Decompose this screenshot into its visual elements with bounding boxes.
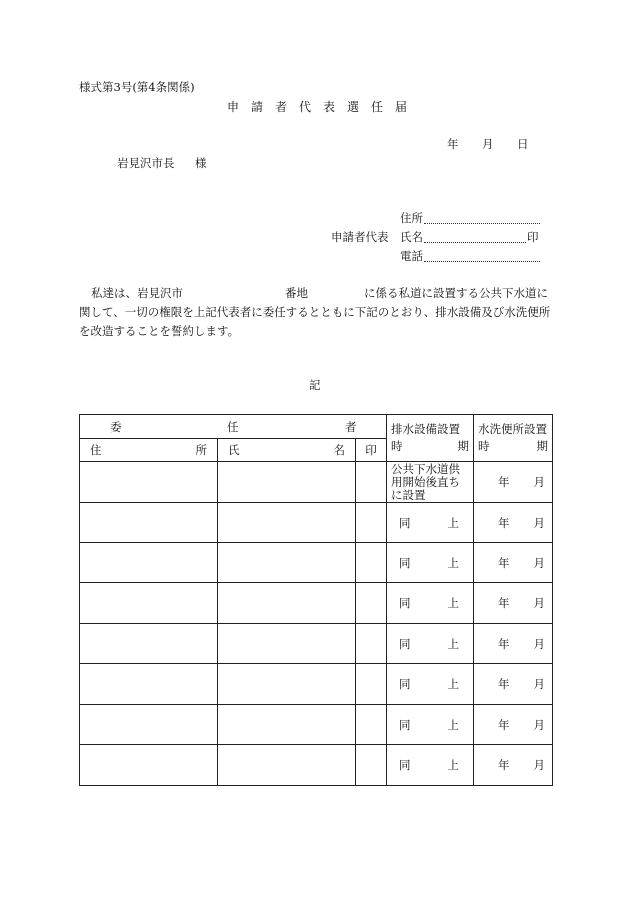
table-row xyxy=(80,664,553,705)
addressee-honorific: 様 xyxy=(195,156,207,170)
drain-timing-header-line1: 排水設備設置 xyxy=(391,422,461,436)
toilet-timing-cell[interactable] xyxy=(474,503,553,543)
page-title: 申 請 者 代 表 選 任 届 xyxy=(227,100,408,114)
toilet-year-label: 年 xyxy=(498,636,510,651)
toilet-year-label: 年 xyxy=(498,475,510,489)
toilet-timing-header-ki: 期 xyxy=(536,439,549,453)
toilet-month-label: 月 xyxy=(533,677,546,691)
toilet-timing-cell[interactable] xyxy=(474,745,553,786)
toilet-timing-cell[interactable] xyxy=(474,462,553,503)
toilet-month-label: 月 xyxy=(533,515,546,530)
toilet-timing-cell[interactable] xyxy=(474,624,553,664)
toilet-timing-header xyxy=(474,415,553,462)
drain-timing-cell xyxy=(387,664,474,705)
address-header-char2: 所 xyxy=(195,443,207,457)
date-year-label: 年 xyxy=(447,137,459,151)
seal-cell[interactable] xyxy=(356,745,387,786)
address-cell[interactable] xyxy=(80,503,218,543)
date-month-label: 月 xyxy=(482,137,494,151)
ki-heading: 記 xyxy=(309,378,321,392)
name-cell[interactable] xyxy=(218,583,356,624)
toilet-timing-cell[interactable] xyxy=(474,705,553,745)
same-as-above-char2: 上 xyxy=(447,677,460,691)
seal-cell[interactable] xyxy=(356,462,387,503)
body-text-part3: に係る私道に設置する公共下水道に xyxy=(364,286,548,300)
name-column-header xyxy=(218,439,356,462)
applicant-role-label: 申請者代表 xyxy=(331,230,389,244)
addressee-mayor: 岩見沢市長 xyxy=(117,156,175,170)
seal-column-header: 印 xyxy=(356,439,387,462)
toilet-year-label: 年 xyxy=(498,555,510,570)
toilet-month-label: 月 xyxy=(533,555,546,570)
name-header-char1: 氏 xyxy=(228,443,240,457)
toilet-year-label: 年 xyxy=(498,515,510,530)
address-cell[interactable] xyxy=(80,705,218,745)
name-cell[interactable] xyxy=(218,503,356,543)
body-text-part2: 番地 xyxy=(285,286,308,300)
address-cell[interactable] xyxy=(80,543,218,583)
seal-cell[interactable] xyxy=(356,664,387,705)
same-as-above-char1: 同 xyxy=(399,555,411,570)
toilet-month-label: 月 xyxy=(533,758,546,772)
drain-timing-cell xyxy=(387,503,474,543)
drain-timing-header xyxy=(387,415,474,462)
name-cell[interactable] xyxy=(218,624,356,664)
seal-cell[interactable] xyxy=(356,503,387,543)
applicant-name-field[interactable] xyxy=(424,231,526,243)
delegate-header-char3: 者 xyxy=(345,419,357,434)
toilet-timing-cell[interactable] xyxy=(474,664,553,705)
same-as-above-char1: 同 xyxy=(399,717,411,732)
seal-cell[interactable] xyxy=(356,583,387,624)
address-column-header xyxy=(80,439,218,462)
applicant-address-field[interactable] xyxy=(424,212,540,224)
drain-timing-cell xyxy=(387,705,474,745)
same-as-above-char2: 上 xyxy=(447,636,460,651)
same-as-above-char1: 同 xyxy=(399,758,411,772)
table-row xyxy=(80,624,553,664)
drain-timing-text-line1: 公共下水道供 xyxy=(391,461,461,476)
same-as-above-char2: 上 xyxy=(447,596,460,610)
table-row xyxy=(80,503,553,543)
drain-timing-cell xyxy=(387,462,474,503)
drain-timing-cell xyxy=(387,624,474,664)
drain-timing-cell xyxy=(387,583,474,624)
applicant-seal-mark: 印 xyxy=(527,230,539,244)
date-day-label: 日 xyxy=(517,137,529,151)
delegate-header-char1: 委 xyxy=(110,419,122,434)
seal-cell[interactable] xyxy=(356,543,387,583)
delegate-header-char2: 任 xyxy=(227,419,239,434)
seal-cell[interactable] xyxy=(356,624,387,664)
drain-timing-header-ji: 時 xyxy=(391,439,403,453)
same-as-above-char2: 上 xyxy=(447,758,460,772)
toilet-month-label: 月 xyxy=(533,717,546,732)
same-as-above-char2: 上 xyxy=(447,717,460,732)
toilet-timing-cell[interactable] xyxy=(474,543,553,583)
address-cell[interactable] xyxy=(80,462,218,503)
toilet-month-label: 月 xyxy=(533,596,546,610)
name-cell[interactable] xyxy=(218,705,356,745)
address-cell[interactable] xyxy=(80,664,218,705)
drain-timing-text-line2: 用開始後直ち xyxy=(391,474,461,489)
table-row xyxy=(80,462,553,503)
same-as-above-char1: 同 xyxy=(399,677,411,691)
drain-timing-cell xyxy=(387,543,474,583)
toilet-month-label: 月 xyxy=(533,636,546,651)
name-cell[interactable] xyxy=(218,462,356,503)
applicant-name-label: 氏名 xyxy=(400,230,423,244)
toilet-year-label: 年 xyxy=(498,758,510,772)
toilet-timing-header-ji: 時 xyxy=(478,439,490,453)
toilet-timing-header-line1: 水洗便所設置 xyxy=(478,422,548,436)
address-header-char1: 住 xyxy=(90,443,102,457)
delegate-header xyxy=(80,415,387,439)
toilet-year-label: 年 xyxy=(498,677,510,691)
toilet-month-label: 月 xyxy=(533,475,546,489)
body-text-part1: 私達は、岩見沢市 xyxy=(91,286,183,300)
same-as-above-char2: 上 xyxy=(447,555,460,570)
body-text-line2: 関して、一切の権限を上記代表者に委任するとともに下記のとおり、排水設備及び水洗便所 xyxy=(79,305,551,319)
drain-timing-header-ki: 期 xyxy=(457,439,470,453)
drain-timing-text-line3: に設置 xyxy=(391,487,426,502)
toilet-timing-cell[interactable] xyxy=(474,583,553,624)
seal-cell[interactable] xyxy=(356,705,387,745)
same-as-above-char1: 同 xyxy=(399,636,411,651)
applicant-phone-label: 電話 xyxy=(400,249,423,263)
same-as-above-char1: 同 xyxy=(399,515,411,530)
toilet-year-label: 年 xyxy=(498,717,510,732)
address-cell[interactable] xyxy=(80,624,218,664)
address-cell[interactable] xyxy=(80,745,218,786)
delegate-table xyxy=(79,414,553,786)
form-number: 様式第3号(第4条関係) xyxy=(79,80,195,94)
table-row xyxy=(80,705,553,745)
table-row xyxy=(80,543,553,583)
drain-timing-cell xyxy=(387,745,474,786)
same-as-above-char2: 上 xyxy=(447,515,460,530)
same-as-above-char1: 同 xyxy=(399,596,411,610)
name-cell[interactable] xyxy=(218,543,356,583)
applicant-phone-field[interactable] xyxy=(424,250,540,262)
name-cell[interactable] xyxy=(218,664,356,705)
table-row xyxy=(80,583,553,624)
body-text-line3: を改造することを誓約します。 xyxy=(79,324,240,338)
name-header-char2: 名 xyxy=(333,443,345,457)
table-row xyxy=(80,745,553,786)
toilet-year-label: 年 xyxy=(498,596,510,610)
name-cell[interactable] xyxy=(218,745,356,786)
applicant-address-label: 住所 xyxy=(400,211,423,225)
address-cell[interactable] xyxy=(80,583,218,624)
